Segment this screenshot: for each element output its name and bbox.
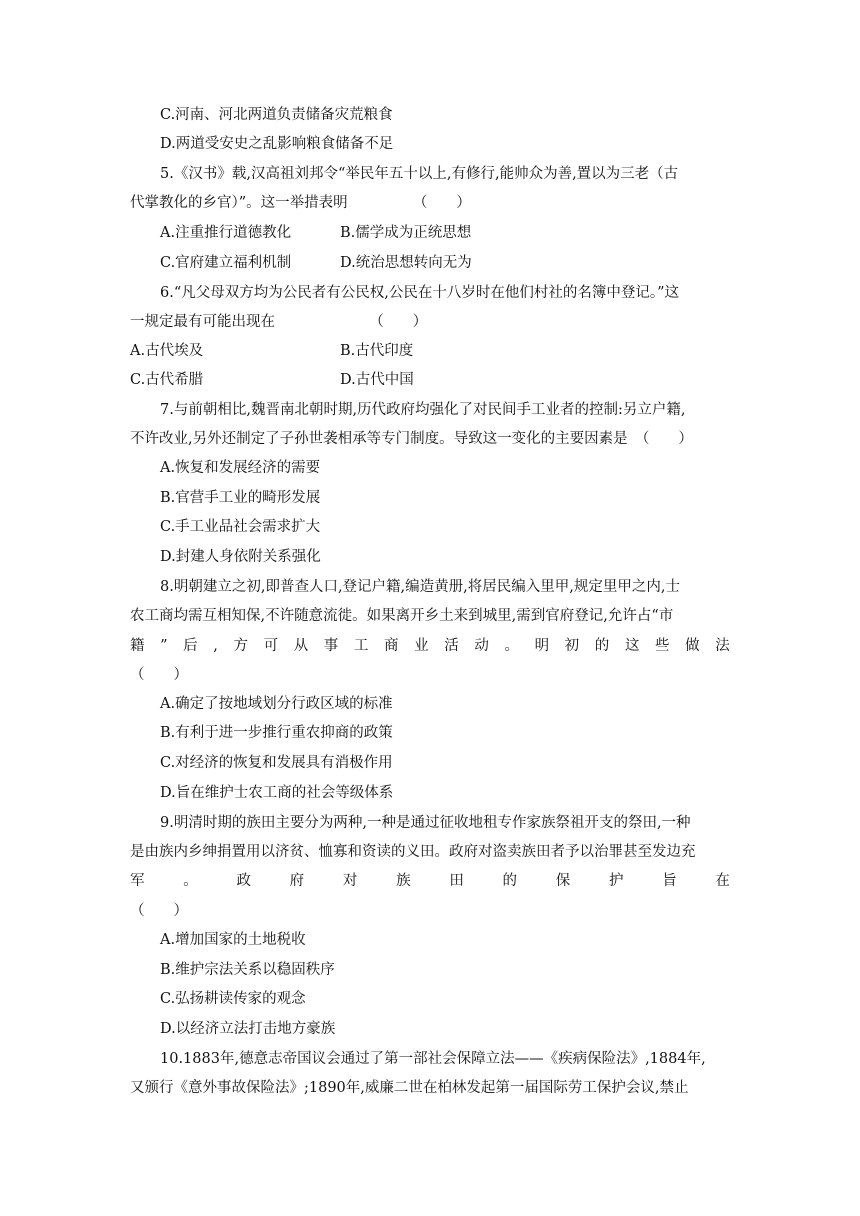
q6-option-a: A.古代埃及 [130,343,204,359]
q8-option-b: B.有利于进一步推行重农抑商的政策 [160,725,393,741]
q5-option-d: D.统治思想转向无为 [340,255,472,271]
q8-stem-line3-char: 的 [594,638,610,654]
q9-stem-line1: 9.明清时期的族田主要分为两种,一种是通过征收地租专作家族祭祖开支的祭田,一种 [160,815,691,831]
q8-stem-line3-char: 从 [293,638,309,654]
q8-stem-line3-char: 。 [504,638,519,654]
q9-stem-line3-char: 护 [608,873,624,889]
q8-option-c: C.对经济的恢复和发展具有消极作用 [160,755,393,771]
q9-option-b: B.维护宗法关系以稳固秩序 [160,962,335,978]
q8-stem-line3 [130,636,730,656]
q6-option-b: B.古代印度 [340,343,414,359]
q8-stem-line3-char: 工 [353,638,369,654]
q5-option-c: C.官府建立福利机制 [160,255,292,271]
q9-stem-line3-char: 田 [449,873,464,889]
q7-option-c: C.手工业品社会需求扩大 [160,519,321,535]
q8-option-a: A.确定了按地域划分行政区域的标准 [160,696,393,712]
q8-stem-line2: 农工商均需互相知保,不许随意流徙。如果离开乡土来到城里,需到官府登记,允许占“市 [130,608,674,624]
q8-stem-line1: 8.明朝建立之初,即普查人口,登记户籍,编造黄册,将居民编入里甲,规定里甲之内,士 [160,579,680,595]
q6-stem-line1: 6.“凡父母双方均为公民者有公民权,公民在十八岁时在他们村社的名簿中登记。”这 [160,285,680,301]
q8-stem-line3-char: 这 [624,638,640,654]
q7-option-d: D.封建人身依附关系强化 [160,549,321,565]
q8-stem-line3-char: ” [160,638,168,654]
q9-stem-line2: 是由族内乡绅捐置用以济贫、恤寡和资读的义田。政府对盗卖族田者予以治罪甚至发边充 [130,844,696,860]
q8-stem-line3-char: 些 [655,638,670,654]
q8-stem-line3-char: 明 [534,638,550,654]
q8-stem-line3-char: 方 [233,638,248,654]
q8-stem-line3-char: 籍 [130,638,145,654]
q8-stem-line3-char: , [213,638,218,654]
q7-stem-line1: 7.与前朝相比,魏晋南北朝时期,历代政府均强化了对民间手工业者的控制:另立户籍, [160,402,686,418]
q9-stem-line3 [130,871,730,891]
q9-option-c: C.弘扬耕读传家的观念 [160,991,306,1007]
q8-stem-line3-char: 事 [323,638,339,654]
q9-stem-line3-char: 保 [555,873,571,889]
q8-stem-line3-char: 做 [685,638,700,654]
q7-option-a: A.恢复和发展经济的需要 [160,460,321,476]
q9-stem-line3-char: 旨 [662,873,677,889]
q8-option-d: D.旨在维护士农工商的社会等级体系 [160,785,394,801]
q7-option-b: B.官营手工业的畸形发展 [160,490,321,506]
q8-answer-bracket: （ ） [130,667,188,683]
q6-option-d: D.古代中国 [340,372,414,388]
q5-option-a: A.注重推行道德教化 [160,225,292,241]
q10-stem-line2: 又颁行《意外事故保险法》;1890年,威廉二世在柏林发起第一届国际劳工保护会议,禁止 [130,1080,689,1096]
q8-stem-line3-char: 法 [715,638,730,654]
q5-stem-line2: 代掌教化的乡官）”。这一举措表明 （ ） [130,195,471,211]
q8-stem-line3-char: 业 [414,638,429,654]
q9-option-a: A.增加国家的土地税收 [160,932,306,948]
q5-stem-line1: 5.《汉书》载,汉高祖刘邦令“举民年五十以上,有修行,能帅众为善,置以为三老（古 [160,166,679,182]
q9-stem-line3-char: 政 [236,873,251,889]
q9-stem-line3-char: 府 [289,873,305,889]
q8-stem-line3-char: 后 [183,638,198,654]
q9-stem-line3-char: 在 [715,873,730,889]
q9-stem-line3-char: 对 [342,873,358,889]
q6-stem-line2: 一规定最有可能出现在 （ ） [130,314,428,330]
q6-option-c: C.古代希腊 [130,372,204,388]
q7-stem-line2: 不许改业,另外还制定了子孙世袭相承等专门制度。导致这一变化的主要因素是 （ ） [130,431,693,447]
q8-stem-line3-char: 可 [263,638,279,654]
q9-stem-line3-char: 的 [502,873,518,889]
q10-stem-line1: 10.1883年,德意志帝国议会通过了第一部社会保障立法——《疾病保险法》,1884年, [160,1051,706,1067]
q4-option-c: C.河南、河北两道负责储备灾荒粮食 [160,107,393,123]
q9-stem-line3-char: 族 [396,873,411,889]
q8-stem-line3-char: 初 [564,638,580,654]
q5-option-b: B.儒学成为正统思想 [340,225,472,241]
q9-option-d: D.以经济立法打击地方豪族 [160,1021,336,1037]
q8-stem-line3-char: 商 [384,638,399,654]
q8-stem-line3-char: 动 [474,638,489,654]
q9-stem-line3-char: 军 [130,873,145,889]
q9-stem-line3-char: 。 [183,873,198,889]
q9-answer-bracket: （ ） [130,903,188,919]
q4-option-d: D.两道受安史之乱影响粮食储备不足 [160,136,394,152]
q8-stem-line3-char: 活 [444,638,459,654]
